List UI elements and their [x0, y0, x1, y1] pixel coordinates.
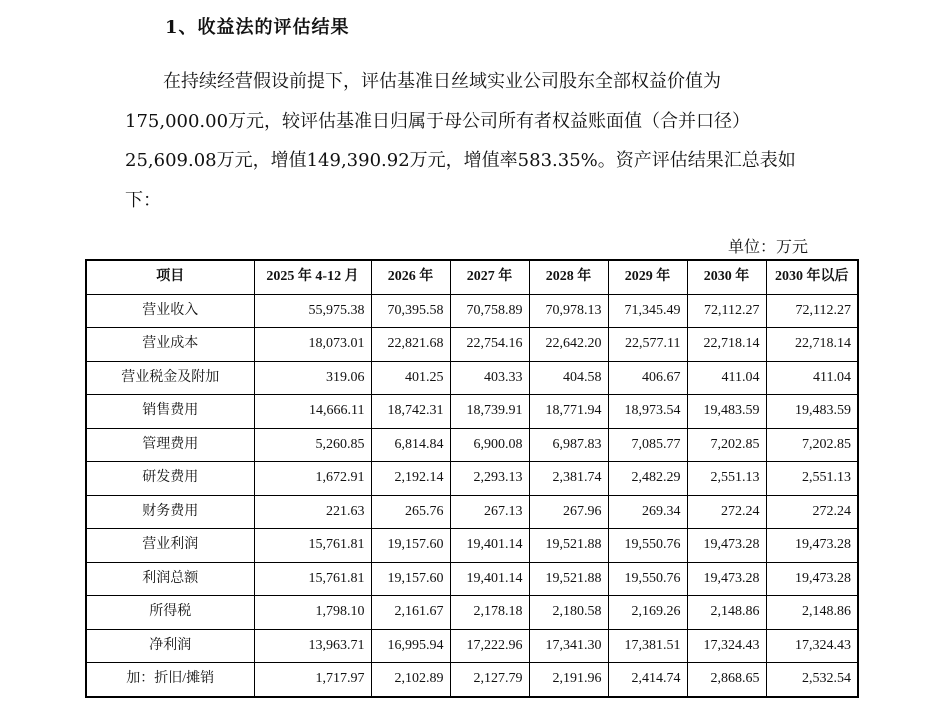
table-cell: 55,975.38 — [254, 294, 371, 328]
table-cell: 2,868.65 — [687, 663, 766, 697]
table-cell: 18,073.01 — [254, 328, 371, 362]
table-cell: 5,260.85 — [254, 428, 371, 462]
table-cell: 2,532.54 — [766, 663, 858, 697]
table-cell: 403.33 — [450, 361, 529, 395]
paragraph-line: 在持续经营假设前提下，评估基准日丝域实业公司股东全部权益价值为 — [163, 71, 721, 92]
valuation-table — [85, 259, 859, 698]
header-2025-apr-dec: 2025 年 4-12 月 — [254, 260, 371, 294]
table-cell: 19,473.28 — [687, 562, 766, 596]
table-body — [86, 294, 858, 697]
row-label: 所得税 — [86, 596, 254, 630]
table-row — [86, 361, 858, 395]
table-cell: 2,482.29 — [608, 462, 687, 496]
table-cell: 265.76 — [371, 495, 450, 529]
table-header-row — [86, 260, 858, 294]
row-label: 管理费用 — [86, 428, 254, 462]
table-row — [86, 629, 858, 663]
table-cell: 2,161.67 — [371, 596, 450, 630]
table-cell: 72,112.27 — [687, 294, 766, 328]
table-cell: 269.34 — [608, 495, 687, 529]
table-row — [86, 529, 858, 563]
table-cell: 72,112.27 — [766, 294, 858, 328]
row-label: 营业收入 — [86, 294, 254, 328]
table-cell: 17,381.51 — [608, 629, 687, 663]
table-cell: 19,473.28 — [766, 529, 858, 563]
table-cell: 15,761.81 — [254, 529, 371, 563]
paragraph-line: 175,000.00万元，较评估基准日归属于母公司所有者权益账面值（合并口径） — [125, 110, 751, 132]
row-label: 销售费用 — [86, 395, 254, 429]
table-cell: 1,672.91 — [254, 462, 371, 496]
row-label: 营业成本 — [86, 328, 254, 362]
table-cell: 2,148.86 — [766, 596, 858, 630]
table-cell: 2,180.58 — [529, 596, 608, 630]
table-cell: 19,473.28 — [766, 562, 858, 596]
row-label: 净利润 — [86, 629, 254, 663]
table-cell: 272.24 — [687, 495, 766, 529]
table-row — [86, 495, 858, 529]
table-cell: 411.04 — [766, 361, 858, 395]
table-row — [86, 663, 858, 697]
table-cell: 2,127.79 — [450, 663, 529, 697]
table-row — [86, 395, 858, 429]
table-cell: 2,551.13 — [687, 462, 766, 496]
table-cell: 7,085.77 — [608, 428, 687, 462]
table-cell: 411.04 — [687, 361, 766, 395]
row-label: 利润总额 — [86, 562, 254, 596]
table-cell: 16,995.94 — [371, 629, 450, 663]
row-label: 加：折旧/摊销 — [86, 663, 254, 697]
table-cell: 22,821.68 — [371, 328, 450, 362]
table-cell: 2,381.74 — [529, 462, 608, 496]
table-cell: 15,761.81 — [254, 562, 371, 596]
table-cell: 2,102.89 — [371, 663, 450, 697]
table-cell: 272.24 — [766, 495, 858, 529]
table-cell: 70,758.89 — [450, 294, 529, 328]
row-label: 营业税金及附加 — [86, 361, 254, 395]
table-cell: 2,169.26 — [608, 596, 687, 630]
header-after-2030: 2030 年以后 — [766, 260, 858, 294]
header-2026: 2026 年 — [371, 260, 450, 294]
paragraph-line: 25,609.08万元，增值149,390.92万元，增值率583.35%。资产评估结果汇总表如 — [125, 150, 796, 171]
table-cell: 13,963.71 — [254, 629, 371, 663]
table-cell: 14,666.11 — [254, 395, 371, 429]
table-cell: 1,798.10 — [254, 596, 371, 630]
table-cell: 22,642.20 — [529, 328, 608, 362]
table-cell: 18,973.54 — [608, 395, 687, 429]
table-cell: 22,718.14 — [766, 328, 858, 362]
table-cell: 267.13 — [450, 495, 529, 529]
table-cell: 221.63 — [254, 495, 371, 529]
table-cell: 401.25 — [371, 361, 450, 395]
table-cell: 70,395.58 — [371, 294, 450, 328]
table-row — [86, 562, 858, 596]
table-cell: 2,148.86 — [687, 596, 766, 630]
table-cell: 17,324.43 — [687, 629, 766, 663]
table-cell: 2,293.13 — [450, 462, 529, 496]
table-cell: 19,521.88 — [529, 562, 608, 596]
table-cell: 19,483.59 — [687, 395, 766, 429]
table-cell: 7,202.85 — [687, 428, 766, 462]
table-cell: 19,401.14 — [450, 529, 529, 563]
table-cell: 2,178.18 — [450, 596, 529, 630]
table-cell: 319.06 — [254, 361, 371, 395]
table-cell: 6,900.08 — [450, 428, 529, 462]
table-cell: 2,192.14 — [371, 462, 450, 496]
table-cell: 267.96 — [529, 495, 608, 529]
table-cell: 19,550.76 — [608, 529, 687, 563]
section-heading: 1、收益法的评估结果 — [165, 17, 350, 38]
table-cell: 17,341.30 — [529, 629, 608, 663]
unit-label: 单位：万元 — [728, 237, 809, 256]
table-row — [86, 428, 858, 462]
table-cell: 2,191.96 — [529, 663, 608, 697]
table-cell: 2,414.74 — [608, 663, 687, 697]
table-cell: 1,717.97 — [254, 663, 371, 697]
table-cell: 70,978.13 — [529, 294, 608, 328]
table-cell: 6,814.84 — [371, 428, 450, 462]
header-2027: 2027 年 — [450, 260, 529, 294]
table-cell: 19,401.14 — [450, 562, 529, 596]
table-row — [86, 294, 858, 328]
table-cell: 19,157.60 — [371, 529, 450, 563]
header-2030: 2030 年 — [687, 260, 766, 294]
table-cell: 6,987.83 — [529, 428, 608, 462]
table-cell: 17,324.43 — [766, 629, 858, 663]
row-label: 财务费用 — [86, 495, 254, 529]
section-paragraph — [125, 62, 825, 220]
row-label: 营业利润 — [86, 529, 254, 563]
table-cell: 22,718.14 — [687, 328, 766, 362]
table-row — [86, 596, 858, 630]
header-2028: 2028 年 — [529, 260, 608, 294]
table-cell: 19,483.59 — [766, 395, 858, 429]
table-cell: 18,739.91 — [450, 395, 529, 429]
paragraph-line: 下： — [125, 189, 161, 211]
table-cell: 19,473.28 — [687, 529, 766, 563]
table-cell: 18,742.31 — [371, 395, 450, 429]
table-cell: 19,157.60 — [371, 562, 450, 596]
table-cell: 22,577.11 — [608, 328, 687, 362]
table-cell: 17,222.96 — [450, 629, 529, 663]
table-cell: 404.58 — [529, 361, 608, 395]
header-item: 项目 — [86, 260, 254, 294]
table-cell: 22,754.16 — [450, 328, 529, 362]
table-cell: 7,202.85 — [766, 428, 858, 462]
table-row — [86, 328, 858, 362]
row-label: 研发费用 — [86, 462, 254, 496]
table-cell: 406.67 — [608, 361, 687, 395]
table-cell: 18,771.94 — [529, 395, 608, 429]
table-cell: 71,345.49 — [608, 294, 687, 328]
table-row — [86, 462, 858, 496]
table-cell: 19,550.76 — [608, 562, 687, 596]
table-cell: 19,521.88 — [529, 529, 608, 563]
table-cell: 2,551.13 — [766, 462, 858, 496]
header-2029: 2029 年 — [608, 260, 687, 294]
